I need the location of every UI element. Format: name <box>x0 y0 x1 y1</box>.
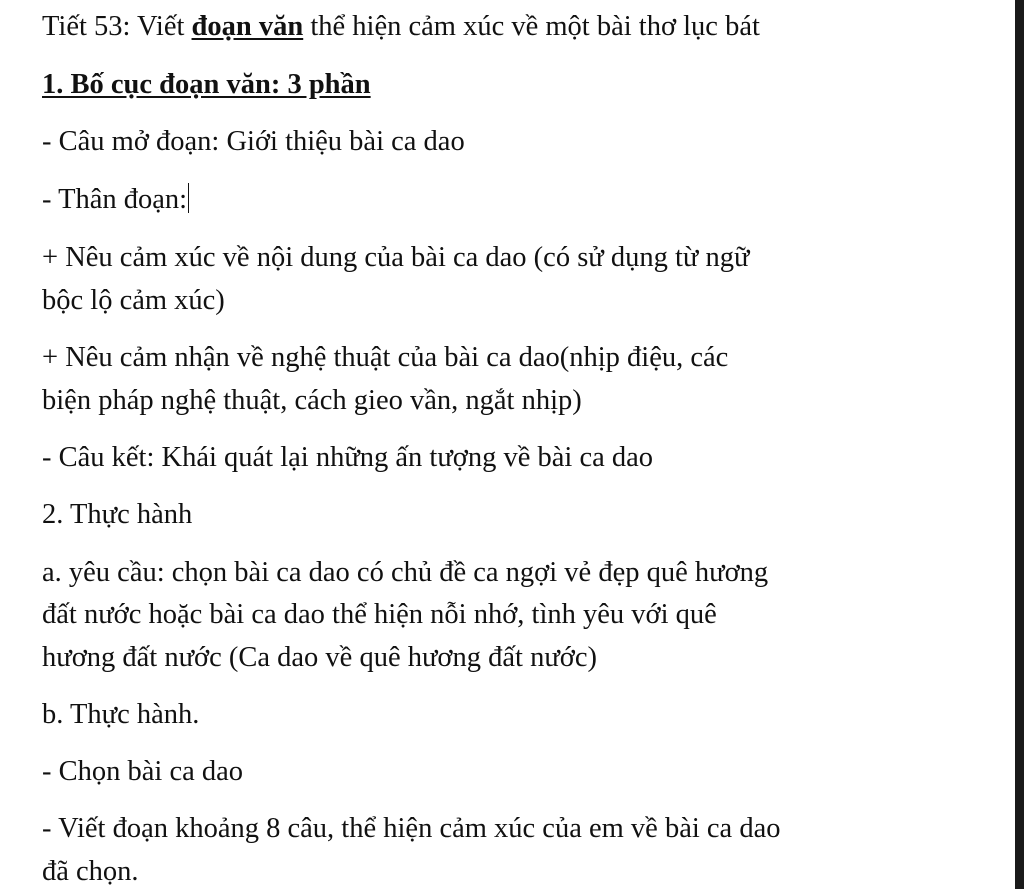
text-line: biện pháp nghệ thuật, cách gieo vần, ngắt nhịp) <box>42 385 582 416</box>
text-line: - Thân đoạn: <box>42 184 188 215</box>
title-emphasis: đoạn văn <box>191 11 304 42</box>
text-line: hương đất nước (Ca dao về quê hương đất nước) <box>42 642 597 673</box>
text-line: b. Thực hành. <box>42 699 200 730</box>
section1-heading: 1. Bố cục đoạn văn: 3 phần <box>42 69 371 100</box>
title-suffix: thể hiện cảm xúc về một bài thơ lục bát <box>303 11 760 42</box>
text-line: - Câu kết: Khái quát lại những ấn tượng về bài ca dao <box>42 442 654 473</box>
window-edge <box>1015 0 1024 889</box>
title-prefix: Tiết 53: Viết <box>42 11 192 42</box>
text-line: - Câu mở đoạn: Giới thiệu bài ca dao <box>42 126 465 157</box>
text-line: đất nước hoặc bài ca dao thể hiện nỗi nhớ, tình yêu với quê <box>42 599 717 630</box>
text-line: - Viết đoạn khoảng 8 câu, thể hiện cảm xúc của em về bài ca dao <box>42 813 781 844</box>
text-line: + Nêu cảm nhận về nghệ thuật của bài ca dao(nhịp điệu, các <box>42 342 729 373</box>
text-line: a. yêu cầu: chọn bài ca dao có chủ đề ca ngợi vẻ đẹp quê hương <box>42 557 769 588</box>
text-cursor <box>188 183 189 213</box>
text-line-with-cursor <box>42 178 189 221</box>
text-line: bộc lộ cảm xúc) <box>42 285 225 316</box>
section2-heading: 2. Thực hành <box>42 499 193 530</box>
text-line: + Nêu cảm xúc về nội dung của bài ca dao (có sử dụng từ ngữ <box>42 242 750 273</box>
text-line: - Chọn bài ca dao <box>42 756 244 787</box>
text-line: đã chọn. <box>42 856 139 887</box>
lesson-title <box>42 5 760 48</box>
